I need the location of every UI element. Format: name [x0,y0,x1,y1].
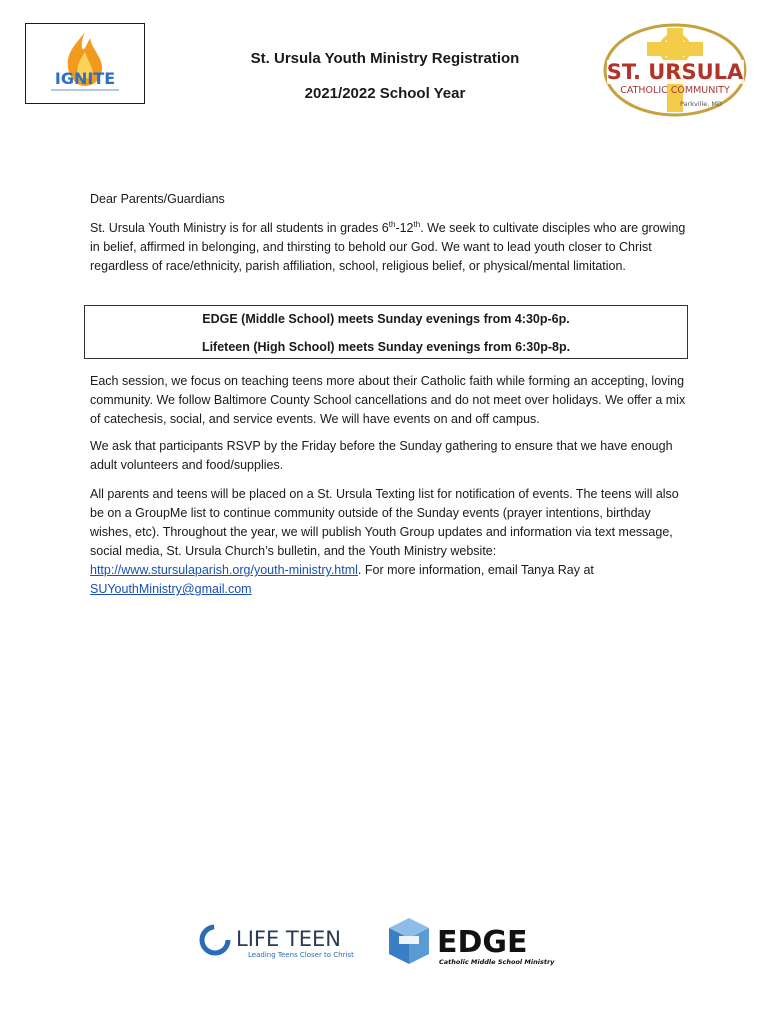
edge-logo-tagline: Catholic Middle School Ministry [439,958,555,966]
edge-logo-text: EDGE [437,925,528,960]
ignite-logo [25,23,145,104]
page-title: St. Ursula Youth Ministry Registration [250,50,520,67]
email-link[interactable]: SUYouthMinistry@gmail.com [90,582,252,596]
intro-paragraph [90,219,690,276]
edge-schedule: EDGE (Middle School) meets Sunday evenings from 4:30p-6p. [202,312,570,326]
edge-logo [385,914,570,969]
salutation: Dear Parents/Guardians [90,192,225,206]
st-ursula-logo [603,22,748,118]
texting-text-b: . For more information, email Tanya Ray at [357,563,594,577]
lifeteen-logo-tagline: Leading Teens Closer to Christ [248,951,354,959]
texting-text-a: All parents and teens will be placed on a St. Ursula Texting list for notification of events. The teens will also be on a GroupMe list to continue community outside of the Sunday events (prayer intentions, birthday wishes, etc). Throughout the year, we will publish Youth Group updates and information via text message, social media, St. Ursula Church’s bulletin, and the Youth Ministry website: [90,487,679,558]
schedule-box [84,305,688,359]
ursula-logo-subtext: CATHOLIC COMMUNITY [620,85,730,96]
rsvp-paragraph: We ask that participants RSVP by the Friday before the Sunday gathering to ensure that we have enough adult volunteers and food/supplies. [90,439,673,472]
website-link[interactable]: http://www.stursulaparish.org/youth-ministry.html [90,563,358,577]
texting-paragraph [90,485,690,599]
intro-text-b: -12 [395,221,414,235]
ursula-logo-place: Parkville, MD [679,100,723,108]
ursula-logo-text: ST. URSULA [606,60,744,84]
intro-text-a: St. Ursula Youth Ministry is for all students in grades 6 [90,221,389,235]
lifeteen-schedule: Lifeteen (High School) meets Sunday evenings from 6:30p-8p. [201,340,571,354]
intro-text-c: . We seek to cultivate disciples who are growing in belief, affirmed in belonging, and thirsting to behold our God. We want to lead youth closer to Christ regardless of race/ethnicity, parish affiliation, school, religious belief, or physical/mental limitation. [90,221,686,273]
school-year-subtitle: 2021/2022 School Year [304,85,466,102]
ignite-logo-text: IGNITE [54,69,116,88]
intro-sup-2: th [413,219,421,229]
session-paragraph: Each session, we focus on teaching teens more about their Catholic faith while forming an accepting, loving community. We follow Baltimore County School cancellations and do not meet over holidays. We offer a mix of catechesis, social, and service events. We will have events on and off campus. [90,374,686,426]
lifeteen-logo-text: LIFE TEEN [236,927,341,951]
intro-sup-1: th [388,219,396,229]
lifeteen-logo [198,918,378,963]
